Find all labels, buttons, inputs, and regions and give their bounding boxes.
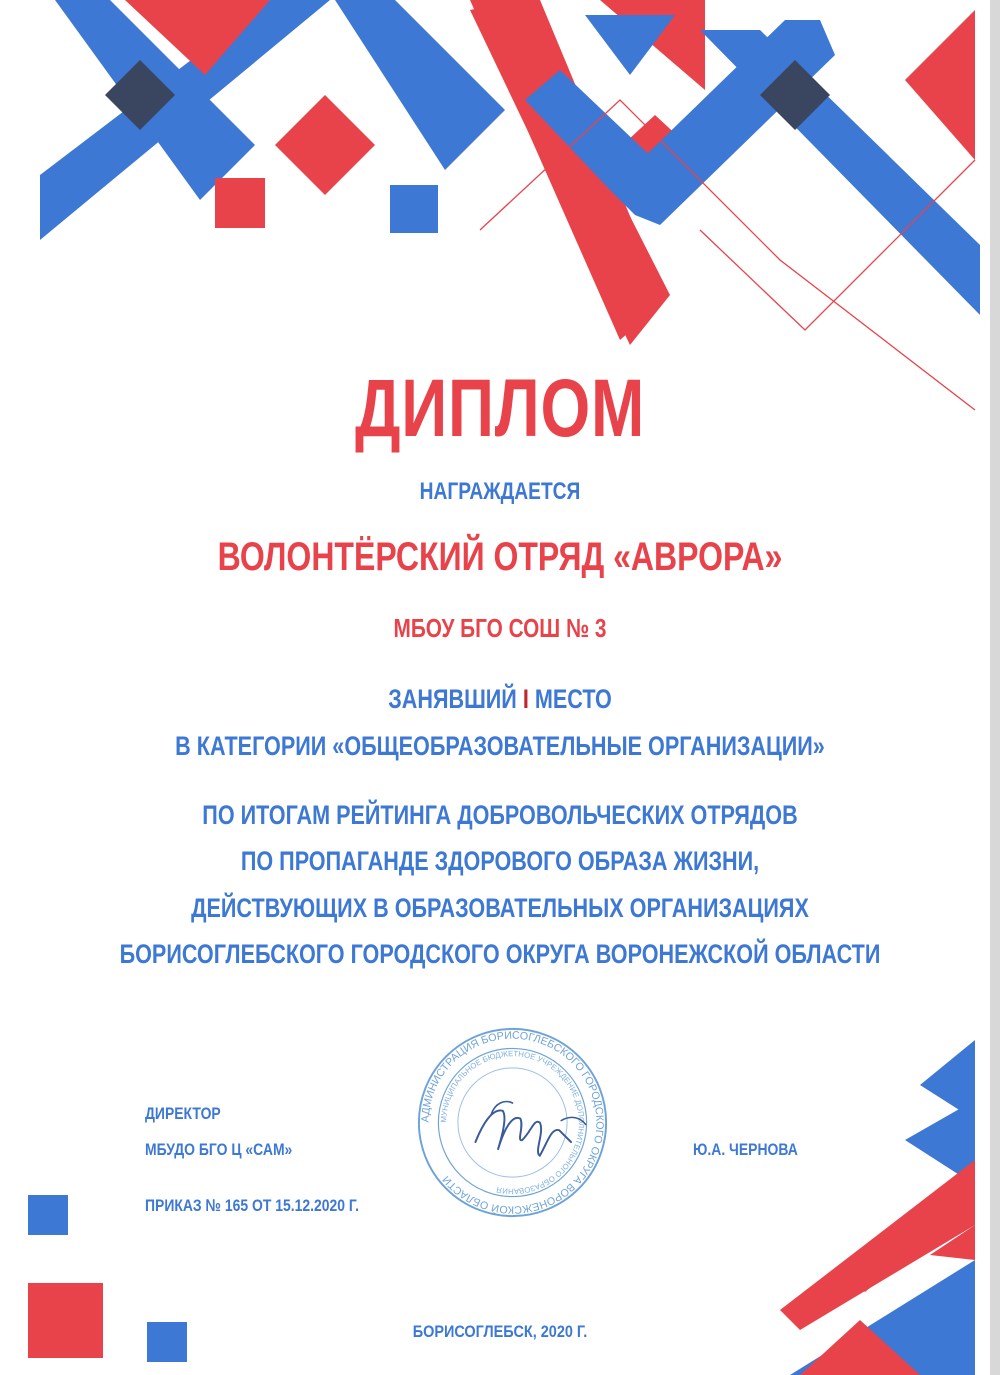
handwritten-signature xyxy=(475,1110,571,1155)
red-diamond xyxy=(275,95,375,195)
place-prefix: ЗАНЯВШИЙ xyxy=(388,684,517,714)
order-reference: ПРИКАЗ № 165 ОТ 15.12.2020 Г. xyxy=(145,1196,359,1215)
signatory-name: Ю.А. ЧЕРНОВА xyxy=(693,1140,798,1159)
basis-line: ПО ПРОПАГАНДЕ ЗДОРОВОГО ОБРАЗА ЖИЗНИ, xyxy=(240,846,760,876)
place-line xyxy=(100,684,900,715)
signatory-position: ДИРЕКТОР xyxy=(145,1104,221,1123)
stamp-outer-text: АДМИНИСТРАЦИЯ БОРИСОГЛЕБСКОГО ГОРОДСКОГО ОКРУГА ВОРОНЕЖСКОЙ ОБЛАСТИ xyxy=(419,1029,606,1216)
red-triangle xyxy=(905,10,975,160)
footer-place-year: БОРИСОГЛЕБСК, 2020 Г. xyxy=(412,1322,588,1341)
blue-square xyxy=(390,185,438,233)
official-stamp xyxy=(415,1025,610,1220)
recipient-name: ВОЛОНТЁРСКИЙ ОТРЯД «АВРОРА» xyxy=(217,535,783,579)
category-line: В КАТЕГОРИИ «ОБЩЕОБРАЗОВАТЕЛЬНЫЕ ОРГАНИЗАЦИИ» xyxy=(175,731,825,761)
place-suffix: МЕСТО xyxy=(534,684,612,714)
basis-line: БОРИСОГЛЕБСКОГО ГОРОДСКОГО ОКРУГА ВОРОНЕЖСКОЙ ОБЛАСТИ xyxy=(119,939,881,969)
red-square xyxy=(215,178,265,228)
diploma-title: ДИПЛОМ xyxy=(354,363,646,454)
stamp-inner-text: МУНИЦИПАЛЬНОЕ БЮДЖЕТНОЕ УЧРЕЖДЕНИЕ ДОПОЛНИТЕЛЬНОГО ОБРАЗОВАНИЯ xyxy=(439,1049,586,1196)
place-number: I xyxy=(522,684,529,714)
scan-edge-shadow xyxy=(990,0,1000,1375)
basis-line: ПО ИТОГАМ РЕЙТИНГА ДОБРОВОЛЬЧЕСКИХ ОТРЯДОВ xyxy=(202,800,798,830)
blue-square xyxy=(28,1195,68,1235)
basis-line: ДЕЙСТВУЮЩИХ В ОБРАЗОВАТЕЛЬНЫХ ОРГАНИЗАЦИЯХ xyxy=(191,893,809,923)
signatory-organization: МБУДО БГО Ц «САМ» xyxy=(145,1140,293,1159)
school-name: МБОУ БГО СОШ № 3 xyxy=(393,613,607,643)
awarded-label: НАГРАЖДАЕТСЯ xyxy=(419,478,581,505)
red-square xyxy=(28,1283,103,1358)
stamp-center-circle xyxy=(458,1068,567,1177)
